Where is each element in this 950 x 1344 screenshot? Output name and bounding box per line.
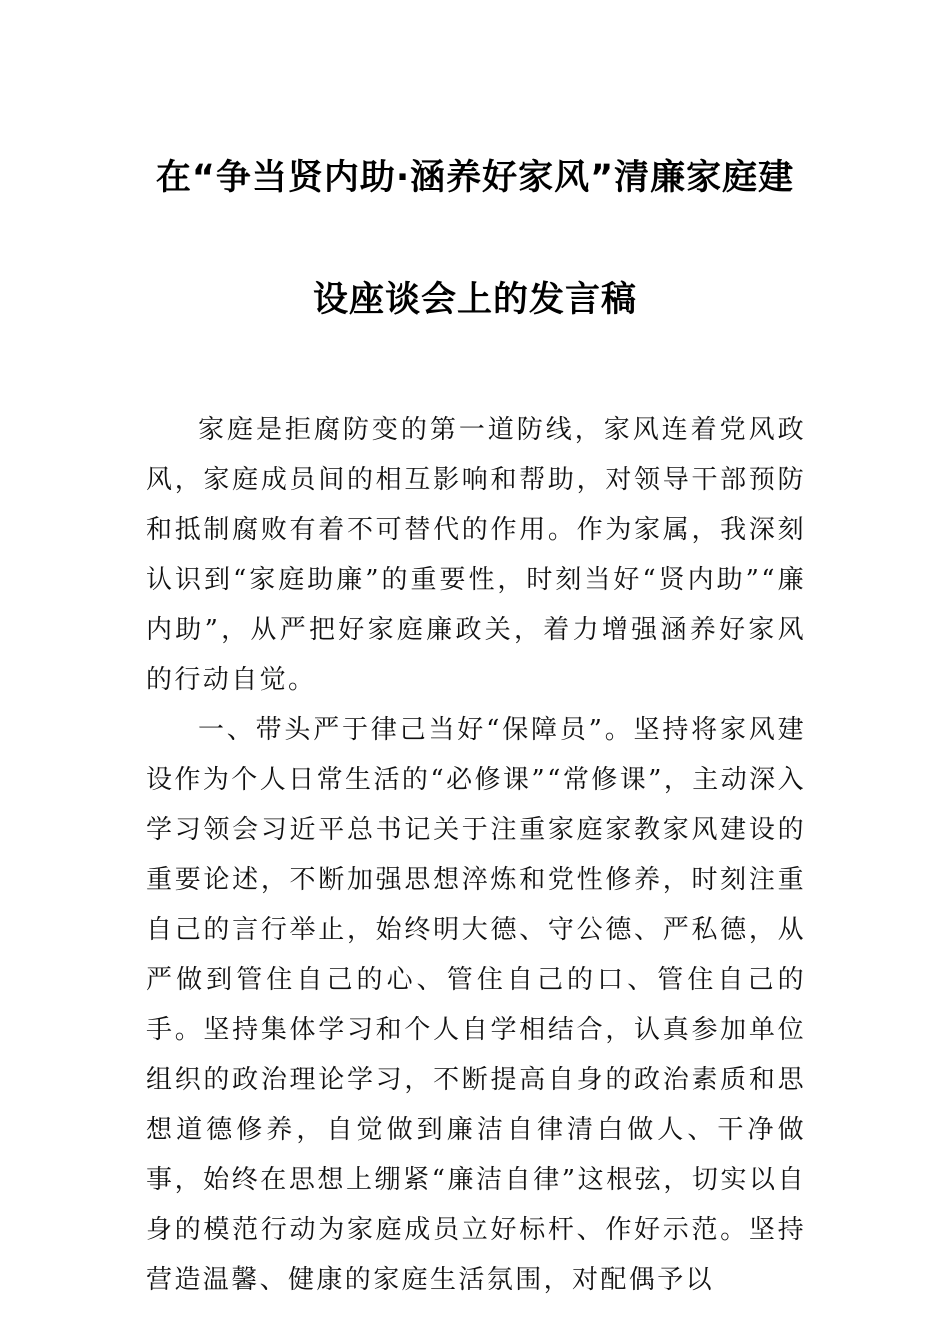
body-paragraph-intro: 家庭是拒腐防变的第一道防线，家风连着党风政风，家庭成员间的相互影响和帮助，对领导干部预防和抵制腐败有着不可替代的作用。作为家属，我深刻认识到“家庭助廉”的重要性，时刻当好“贤内助”“廉内助”，从严把好家庭廉政关，着力增强涵养好家风的行动自觉。: [146, 415, 806, 695]
document-title-line-1: 在“争当贤内助·涵养好家风”清廉家庭建: [155, 158, 795, 198]
body-paragraph-section-one: 一、带头严于律己当好“保障员”。坚持将家风建设作为个人日常生活的“必修课”“常修课”，主动深入学习领会习近平总书记关于注重家庭家教家风建设的重要论述，不断加强思想淬炼和党性修养，时刻注重自己的言行举止，始终明大德、守公德、严私德，从严做到管住自己的心、管住自己的口、管住自己的手。坚持集体学习和个人自学相结合，认真参加单位组织的政治理论学习，不断提高自身的政治素质和思想道德修养，自觉做到廉洁自律清白做人、干净做事，始终在思想上绷紧“廉洁自律”这根弦，切实以自身的模范行动为家庭成员立好标杆、作好示范。坚持营造温馨、健康的家庭生活氛围，对配偶予以: [146, 715, 806, 1295]
document-body: [146, 405, 806, 1305]
document-title-line-2: 设座谈会上的发言稿: [312, 280, 637, 320]
